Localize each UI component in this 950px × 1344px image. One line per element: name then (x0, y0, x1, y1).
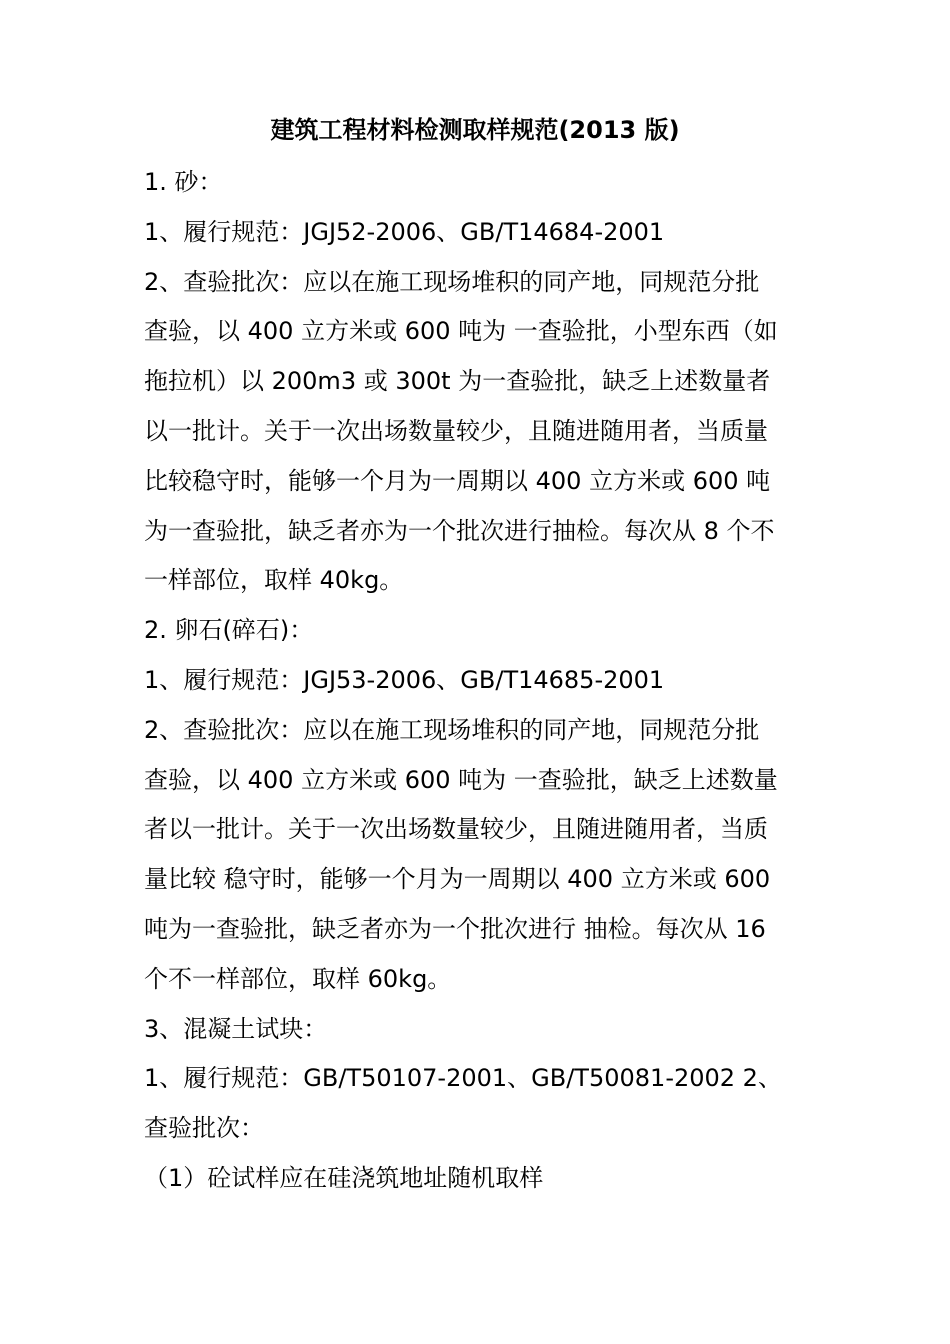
text-line: 量比较 稳守时，能够一个月为一周期以 400 立方米或 600 (144, 865, 771, 894)
text-line: 查验，以 400 立方米或 600 吨为 一查验批，缺乏上述数量 (144, 765, 778, 794)
text-line: 1、履行规范：JGJ52-2006、GB/T14684-2001 (144, 217, 665, 246)
text-line: 比较稳守时，能够一个月为一周期以 400 立方米或 600 吨 (144, 466, 771, 495)
text-line: 拖拉机）以 200m3 或 300t 为一查验批，缺乏上述数量者 (144, 367, 771, 396)
text-line: 1、履行规范：JGJ53-2006、GB/T14685-2001 (144, 665, 665, 694)
document-title: 建筑工程材料检测取样规范(2013 版) (270, 116, 680, 144)
text-line: 2、查验批次：应以在施工现场堆积的同产地，同规范分批 (144, 267, 760, 296)
text-line: 2. 卵石(碎石)： (144, 616, 314, 645)
text-line: 为一查验批，缺乏者亦为一个批次进行抽检。每次从 8 个不 (144, 516, 775, 545)
text-line: 查验，以 400 立方米或 600 吨为 一查验批，小型东西（如 (144, 317, 778, 346)
document-body (144, 158, 809, 1204)
text-line: 2、查验批次：应以在施工现场堆积的同产地，同规范分批 (144, 715, 760, 744)
text-line: 者以一批计。关于一次出场数量较少，且随进随用者，当质 (144, 815, 768, 844)
text-line: 3、混凝土试块： (144, 1014, 328, 1043)
text-line: 查验批次： (144, 1114, 264, 1143)
text-line: 以一批计。关于一次出场数量较少，且随进随用者，当质量 (144, 416, 768, 445)
text-line: 1. 砂： (144, 168, 223, 196)
text-line: （1）砼试样应在硅浇筑地址随机取样 (144, 1163, 544, 1192)
text-line: 吨为一查验批，缺乏者亦为一个批次进行 抽检。每次从 16 (144, 914, 766, 943)
text-line: 1、履行规范：GB/T50107-2001、GB/T50081-2002 2、 (144, 1064, 782, 1093)
text-line: 个不一样部位，取样 60kg。 (144, 964, 452, 993)
text-line: 一样部位，取样 40kg。 (144, 566, 404, 595)
